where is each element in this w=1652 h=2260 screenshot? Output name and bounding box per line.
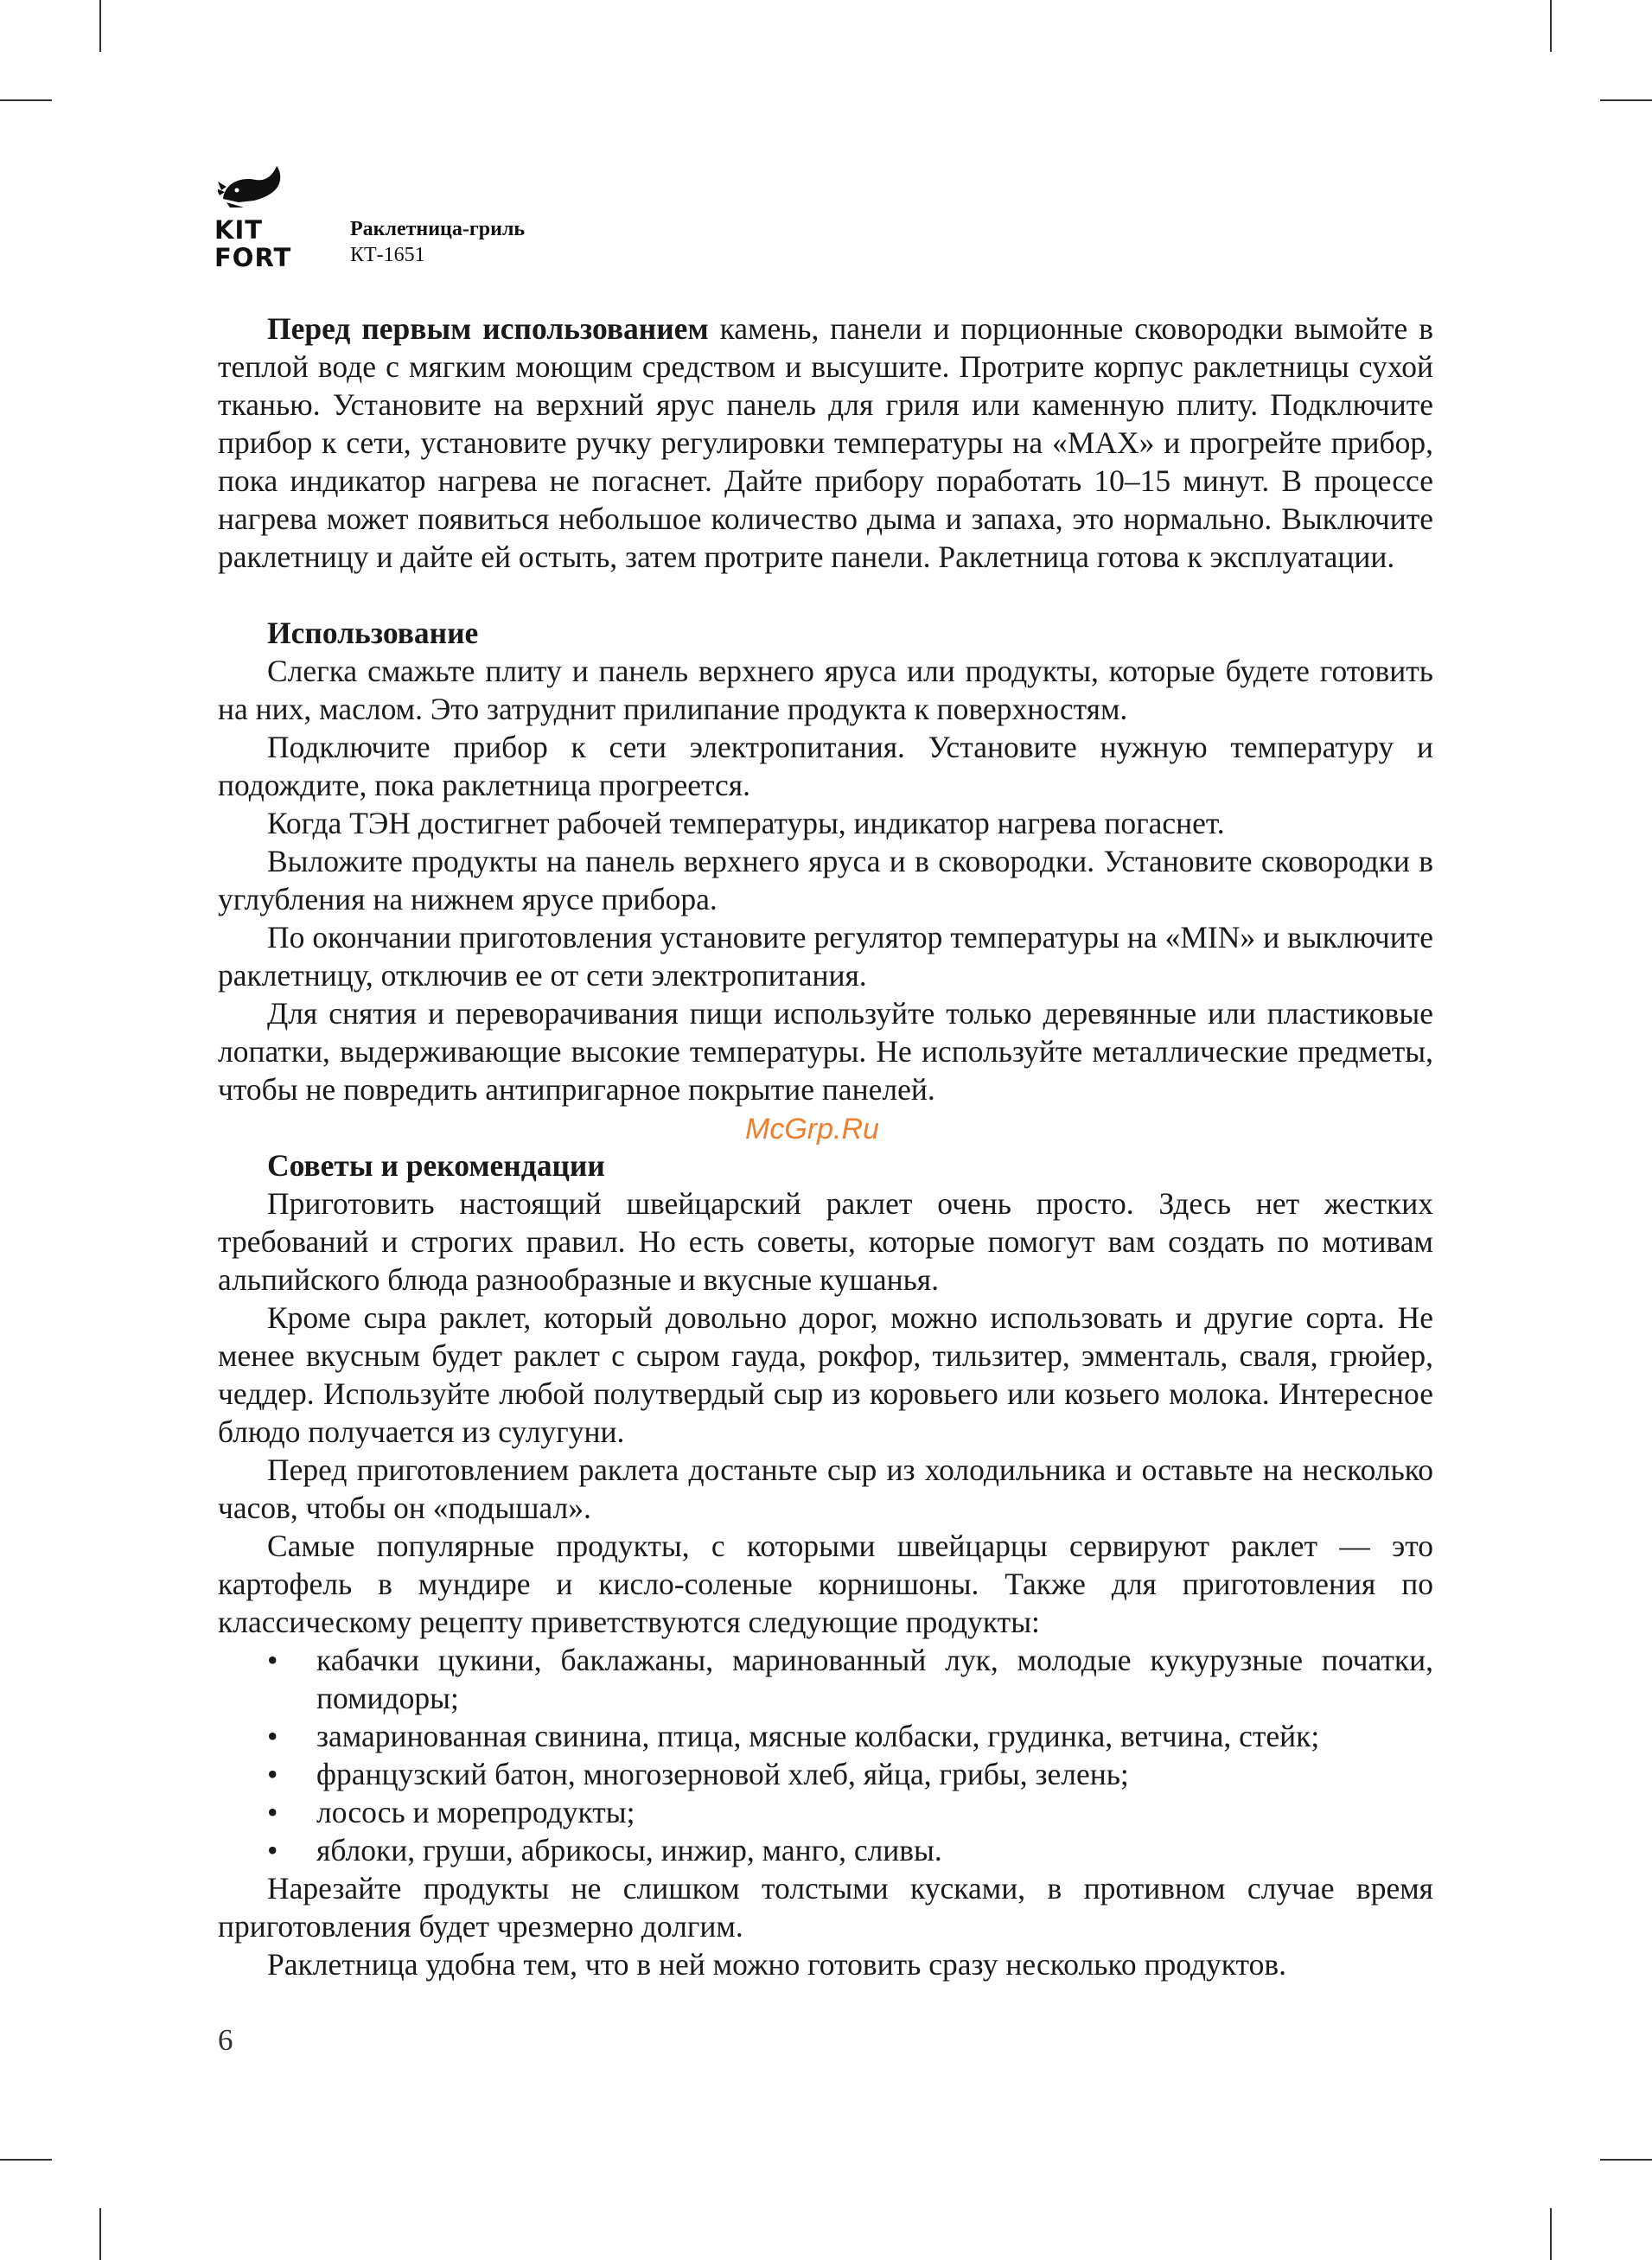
tips-paragraph: Перед приготовлением раклета достаньте сыр из холодильника и оставьте на несколько часов, чтобы он «подышал». [218, 1452, 1433, 1525]
list-item [218, 1641, 1433, 1717]
bullet-icon: • [267, 1757, 278, 1791]
bullet-icon: • [267, 1833, 278, 1867]
usage-paragraph: По окончании приготовления установите регулятор температуры на «MIN» и выключите раклетницу, отключив ее от сети электропитания. [218, 920, 1433, 993]
list-item [218, 1755, 1433, 1793]
crop-mark [1600, 99, 1652, 101]
document-body [218, 310, 1433, 1983]
crop-mark [0, 99, 52, 101]
bullet-icon: • [267, 1719, 278, 1753]
product-model: КТ-1651 [350, 244, 425, 266]
crop-mark [1600, 2159, 1652, 2161]
page-number: 6 [218, 2023, 233, 2057]
usage-heading: Использование [267, 616, 479, 650]
kitfort-logo [214, 164, 325, 272]
list-item [218, 1717, 1433, 1755]
watermark: McGrp.Ru [745, 1113, 879, 1146]
tips-paragraph: Кроме сыра раклет, который довольно дорог, можно использовать и другие сорта. Не менее вкусным будет раклет с сыром гауда, рокфор, тильзитер, эмменталь, сваля, грюйер, чеддер. Используйте любой полутвердый сыр из коровьего или козьего молока. Интересное блюдо получается из сулугуни. [218, 1300, 1433, 1449]
usage-paragraph: Когда ТЭН достигнет рабочей температуры, индикатор нагрева погаснет. [267, 806, 1225, 840]
crop-mark [0, 2159, 52, 2161]
tips-paragraph: Приготовить настоящий швейцарский раклет очень просто. Здесь нет жестких требований и строгих правил. Но есть советы, которые помогут вам создать по мотивам альпийского блюда разнообразные и вкусные кушанья. [218, 1186, 1433, 1297]
list-item [218, 1831, 1433, 1869]
tips-heading: Советы и рекомендации [267, 1148, 605, 1183]
list-item-text: яблоки, груши, абрикосы, инжир, манго, сливы. [316, 1833, 942, 1867]
list-item [218, 1793, 1433, 1831]
crop-mark [1550, 0, 1552, 52]
tips-paragraph: Самые популярные продукты, с которыми швейцарцы сервируют раклет — это картофель в мундире и кисло-соленые корнишоны. Также для приготовления по классическому рецепту приветствуются следующие продукты: [218, 1529, 1433, 1639]
crop-mark [99, 0, 101, 52]
document-header [350, 216, 525, 268]
crop-mark [1550, 2208, 1552, 2260]
list-item-text: замаринованная свинина, птица, мясные колбаски, грудинка, ветчина, стейк; [316, 1719, 1320, 1753]
usage-paragraph: Выложите продукты на панель верхнего яруса и в сковородки. Установите сковородки в углубления на нижнем ярусе прибора. [218, 844, 1433, 916]
bullet-icon: • [267, 1643, 278, 1677]
intro-paragraph [218, 310, 1433, 576]
intro-text: камень, панели и порционные сковородки вымойте в теплой воде с мягким моющим средством и высушите. Протрите корпус раклетницы сухой тканью. Установите на верхний ярус панель для гриля или каменную плиту. Подключите прибор к сети, установите ручку регулировки температуры на «MAX» и прогрейте прибор, пока индикатор нагрева не погаснет. Дайте прибору поработать 10–15 минут. В процессе нагрева может появиться небольшое количество дыма и запаха, это нормально. Выключите раклетницу и дайте ей остыть, затем протрите панели. Раклетница готова к эксплуатации. [218, 311, 1433, 574]
whale-icon [218, 164, 287, 214]
logo-text-fort: FORT [214, 243, 292, 272]
logo-text-kit: KIT [214, 215, 264, 245]
crop-mark [99, 2208, 101, 2260]
usage-paragraph: Для снятия и переворачивания пищи используйте только деревянные или пластиковые лопатки, выдерживающие высокие температуры. Не используйте металлические предметы, чтобы не повредить антипригарное покрытие панелей. [218, 996, 1433, 1107]
list-item-text: кабачки цукини, баклажаны, маринованный лук, молодые кукурузные початки, помидоры; [316, 1643, 1433, 1715]
usage-paragraph: Подключите прибор к сети электропитания. Установите нужную температуру и подождите, пока раклетница прогреется. [218, 730, 1433, 802]
list-item-text: лосось и морепродукты; [316, 1795, 635, 1829]
tips-paragraph: Раклетница удобна тем, что в ней можно готовить сразу несколько продуктов. [267, 1947, 1286, 1982]
product-title: Раклетница-гриль [350, 218, 526, 240]
intro-bold: Перед первым использованием [267, 311, 709, 346]
bullet-icon: • [267, 1795, 278, 1829]
usage-paragraph: Слегка смажьте плиту и панель верхнего яруса или продукты, которые будете готовить на них, маслом. Это затруднит прилипание продукта к поверхностям. [218, 654, 1433, 726]
tips-paragraph: Нарезайте продукты не слишком толстыми кусками, в противном случае время приготовления будет чрезмерно долгим. [218, 1871, 1433, 1944]
list-item-text: французский батон, многозерновой хлеб, яйца, грибы, зелень; [316, 1757, 1129, 1791]
